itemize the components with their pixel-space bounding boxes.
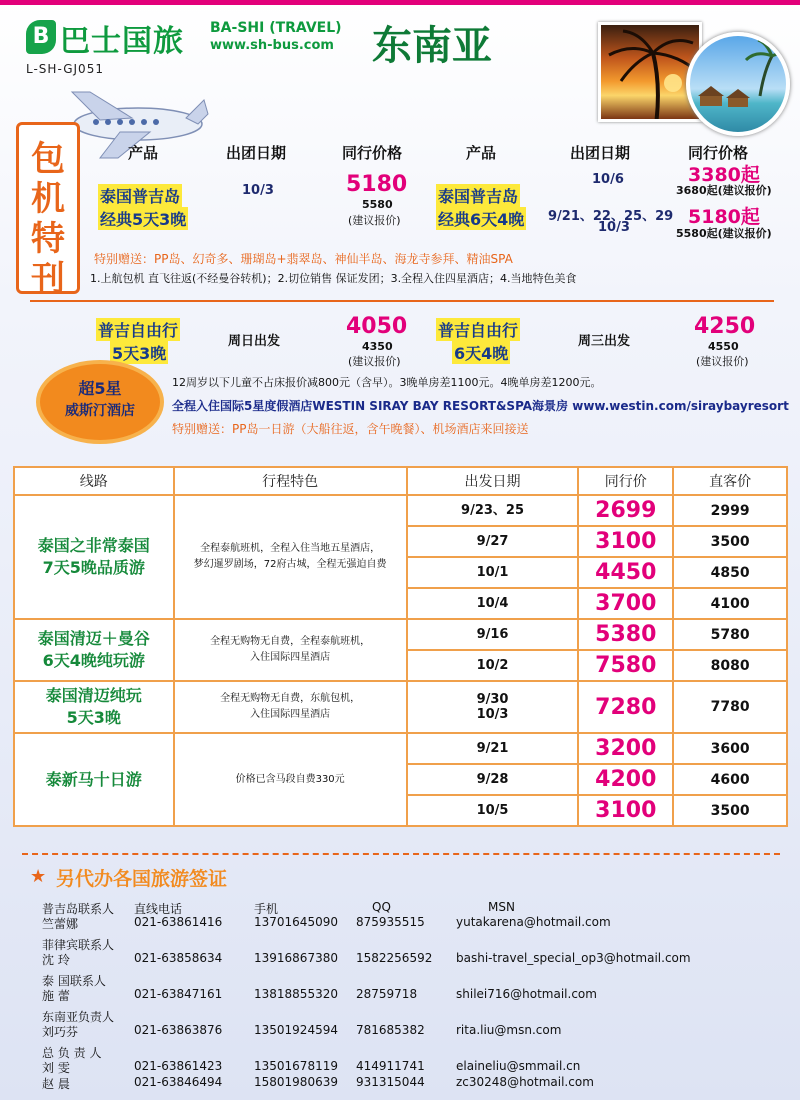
top-accent-bar <box>0 0 800 5</box>
trade-price: 3100 <box>578 526 673 557</box>
contact-mobile: 13818855320 <box>254 987 338 1001</box>
col-header-trade-price: 同行价 <box>578 467 673 495</box>
feature-line2: 入住国际四星酒店 <box>250 709 331 720</box>
direct-price: 4600 <box>673 764 787 795</box>
direct-price: 4850 <box>673 557 787 588</box>
free-left-direct-note: (建议报价) <box>348 355 401 368</box>
route-name-line1: 泰国清迈＋曼谷 <box>37 629 150 648</box>
contact-msn[interactable]: rita.liu@msn.com <box>456 1023 562 1037</box>
feature-line1: 全程无购物无自费，东航包机， <box>220 693 361 704</box>
contact-name: 刘巧芬 <box>42 1025 79 1039</box>
feature-cell <box>174 681 407 733</box>
visa-header-tel: 直线电话 <box>134 902 183 916</box>
table-row <box>14 619 787 650</box>
route-cell <box>14 495 174 619</box>
charter-left-product-line1: 泰国普吉岛 <box>98 184 182 207</box>
contact-mobile: 13501678119 <box>254 1059 338 1073</box>
contact-name: 赵 晨 <box>42 1077 70 1091</box>
catalog-code: L-SH-GJ051 <box>26 62 104 76</box>
charter-right-price1: 3380起 <box>688 164 760 186</box>
star-icon: ★ <box>30 866 47 887</box>
beach-villa-photo <box>686 32 790 136</box>
contact-msn[interactable]: elaineliu@smmail.cn <box>456 1059 581 1073</box>
child-price-note: 12周岁以下儿童不占床报价减800元（含早）。3晚单房差1100元。4晚单房差1200元。 <box>172 376 602 389</box>
contact-tel: 021-63858634 <box>134 951 223 965</box>
route-cell <box>14 619 174 681</box>
contact-qq: 931315044 <box>356 1075 425 1089</box>
direct-price: 5780 <box>673 619 787 650</box>
free-right-departure: 周三出发 <box>578 334 631 349</box>
free-right-direct-note: (建议报价) <box>696 355 749 368</box>
feature-line2: 入住国际四星酒店 <box>250 652 331 663</box>
charter-right-date2-line1: 9/21、22、25、29 <box>548 209 674 224</box>
section-divider <box>30 300 774 302</box>
trade-price: 3100 <box>578 795 673 826</box>
contact-tel: 021-63861423 <box>134 1059 223 1073</box>
tag-char-4: 刊 <box>31 259 65 299</box>
table-row <box>14 681 787 733</box>
trade-price: 4450 <box>578 557 673 588</box>
contact-qq: 875935515 <box>356 915 425 929</box>
contact-role: 东南亚负责人 <box>42 1010 115 1024</box>
contact-name: 竺蕾娜 <box>42 917 79 931</box>
contact-qq: 28759718 <box>356 987 418 1001</box>
charter-right-date2-line2: 10/3 <box>598 220 630 235</box>
feature-line1: 全程无购物无自费，全程泰航班机， <box>210 636 371 647</box>
departure-date: 10/2 <box>407 650 579 681</box>
table-header-row <box>14 467 787 495</box>
visa-header-mobile: 手机 <box>254 902 279 916</box>
table-row <box>14 733 787 764</box>
col-header-route: 线路 <box>14 467 174 495</box>
contact-role: 泰 国联系人 <box>42 974 106 988</box>
free-right-line2: 6天4晚 <box>452 341 510 364</box>
contact-qq: 1582256592 <box>356 951 433 965</box>
direct-price: 8080 <box>673 650 787 681</box>
header-date-right: 出团日期 <box>570 144 631 162</box>
destination-title: 东南亚 <box>372 22 492 69</box>
tag-char-3: 特 <box>31 219 65 259</box>
direct-price: 2999 <box>673 495 787 526</box>
route-name-line2: 7天5晚品质游 <box>42 558 145 577</box>
free-right-direct: 4550 <box>708 340 739 353</box>
tours-price-table <box>13 466 788 827</box>
brand-name-en: BA-SHI (TRAVEL) <box>210 20 342 36</box>
route-name-line1: 泰国清迈纯玩 <box>45 686 142 705</box>
contact-msn[interactable]: yutakarena@hotmail.com <box>456 915 611 929</box>
visa-header-qq: QQ <box>372 900 391 914</box>
route-name-line1: 泰国之非常泰国 <box>37 536 150 555</box>
brand-name-cn: 巴士国旅 <box>60 24 184 59</box>
contact-role: 总 负 责 人 <box>42 1046 102 1060</box>
free-gift: 特别赠送：PP岛一日游（大船往返，含午晚餐）、机场酒店来回接送 <box>172 422 529 436</box>
route-cell <box>14 733 174 826</box>
contact-qq: 781685382 <box>356 1023 425 1037</box>
direct-price: 7780 <box>673 681 787 733</box>
header-price-left: 同行价格 <box>342 144 403 162</box>
trade-price: 3700 <box>578 588 673 619</box>
charter-right-direct1: 3680起(建议报价) <box>676 184 772 197</box>
hotel-info: 全程入住国际5星度假酒店WESTIN SIRAY BAY RESORT&SPA海景房 www.westin.com/siraybayresort <box>172 399 789 413</box>
charter-gift: 特别赠送：PP岛、幻奇多、珊瑚岛+翡翠岛、神仙半岛、海龙寺参拜、精油SPA <box>94 252 513 266</box>
departure-date: 10/1 <box>407 557 579 588</box>
feature-line1: 全程泰航班机，全程入住当地五星酒店， <box>200 543 381 554</box>
col-header-direct-price: 直客价 <box>673 467 787 495</box>
contact-tel: 021-63846494 <box>134 1075 223 1089</box>
charter-right-product-line2: 经典6天4晚 <box>436 207 526 230</box>
charter-left-price: 5180 <box>346 172 408 197</box>
brand-logo: B <box>26 20 56 54</box>
free-right-line1: 普吉自由行 <box>436 318 520 341</box>
trade-price: 2699 <box>578 495 673 526</box>
header-product-left: 产品 <box>128 144 159 162</box>
contact-qq: 414911741 <box>356 1059 425 1073</box>
charter-left-direct: 5580 <box>362 198 393 211</box>
free-left-line2: 5天3晚 <box>110 341 168 364</box>
contact-msn[interactable]: zc30248@hotmail.com <box>456 1075 594 1089</box>
contact-tel: 021-63847161 <box>134 987 223 1001</box>
website-link[interactable]: www.sh-bus.com <box>210 38 334 53</box>
direct-price: 4100 <box>673 588 787 619</box>
charter-left-product-line2: 经典5天3晚 <box>98 207 188 230</box>
charter-right-direct2: 5580起(建议报价) <box>676 227 772 240</box>
header-date-left: 出团日期 <box>226 144 287 162</box>
charter-notes: 1.上航包机 直飞往返(不经曼谷转机)；2.切位销售 保证发团；3.全程入住四星酒店；4.当地特色美食 <box>90 272 577 285</box>
charter-left-date: 10/3 <box>242 183 274 198</box>
feature-cell <box>174 495 407 619</box>
charter-left-direct-note: (建议报价) <box>348 214 401 227</box>
trade-price: 5380 <box>578 619 673 650</box>
feature-line1: 价格已含马段自费330元 <box>235 773 345 785</box>
route-cell <box>14 681 174 733</box>
charter-right-price2: 5180起 <box>688 206 760 228</box>
contact-role: 普吉岛联系人 <box>42 902 115 916</box>
contact-tel: 021-63861416 <box>134 915 223 929</box>
departure-date: 9/16 <box>407 619 579 650</box>
contact-name: 施 蕾 <box>42 989 70 1003</box>
visa-header-msn: MSN <box>488 900 515 914</box>
route-name-line2: 6天4晚纯玩游 <box>42 651 145 670</box>
visa-title: 另代办各国旅游签证 <box>56 868 228 890</box>
free-left-direct: 4350 <box>362 340 393 353</box>
free-right-price: 4250 <box>694 314 756 339</box>
contact-mobile: 13916867380 <box>254 951 338 965</box>
feature-cell <box>174 619 407 681</box>
departure-date: 9/30 <box>476 692 509 707</box>
col-header-date: 出发日期 <box>407 467 579 495</box>
header-price-right: 同行价格 <box>688 144 749 162</box>
contact-name: 沈 玲 <box>42 953 70 967</box>
charter-right-product-line1: 泰国普吉岛 <box>436 184 520 207</box>
visa-divider <box>22 853 780 855</box>
charter-right-date1: 10/6 <box>592 172 624 187</box>
contact-role: 菲律宾联系人 <box>42 938 115 952</box>
contact-msn[interactable]: shilei716@hotmail.com <box>456 987 597 1001</box>
contact-tel: 021-63863876 <box>134 1023 223 1037</box>
free-left-line1: 普吉自由行 <box>96 318 180 341</box>
tag-char-2: 机 <box>31 179 65 219</box>
hotel-badge-line1: 超5星 <box>78 379 122 398</box>
departure-date: 9/21 <box>407 733 579 764</box>
trade-price: 3200 <box>578 733 673 764</box>
contact-mobile: 13701645090 <box>254 915 338 929</box>
direct-price: 3600 <box>673 733 787 764</box>
departure-date: 9/27 <box>407 526 579 557</box>
departure-date: 10/4 <box>407 588 579 619</box>
free-left-departure: 周日出发 <box>228 334 281 349</box>
trade-price: 7280 <box>578 681 673 733</box>
departure-date: 9/23、25 <box>407 495 579 526</box>
col-header-feature: 行程特色 <box>174 467 407 495</box>
hotel-badge-line2: 威斯汀酒店 <box>65 403 135 419</box>
feature-cell <box>174 733 407 826</box>
departure-date: 9/28 <box>407 764 579 795</box>
departure-date: 10/5 <box>407 795 579 826</box>
free-left-price: 4050 <box>346 314 408 339</box>
contact-mobile: 15801980639 <box>254 1075 338 1089</box>
trade-price: 7580 <box>578 650 673 681</box>
route-name-line1: 泰新马十日游 <box>45 769 142 789</box>
departure-date-cell <box>407 681 579 733</box>
direct-price: 3500 <box>673 526 787 557</box>
contact-name: 刘 雯 <box>42 1061 70 1075</box>
route-name-line2: 5天3晚 <box>66 708 121 727</box>
table-row <box>14 495 787 526</box>
trade-price: 4200 <box>578 764 673 795</box>
feature-line2: 梦幻暹罗剧场，72府古城，全程无强迫自费 <box>193 559 387 570</box>
contact-mobile: 13501924594 <box>254 1023 338 1037</box>
tag-char-1: 包 <box>31 139 65 179</box>
charter-special-tag <box>16 122 80 299</box>
villa-icon <box>690 36 786 132</box>
westin-hotel-badge <box>40 364 160 440</box>
header-product-right: 产品 <box>466 144 497 162</box>
departure-date-2: 10/3 <box>476 707 509 722</box>
contact-msn[interactable]: bashi-travel_special_op3@hotmail.com <box>456 951 691 965</box>
direct-price: 3500 <box>673 795 787 826</box>
